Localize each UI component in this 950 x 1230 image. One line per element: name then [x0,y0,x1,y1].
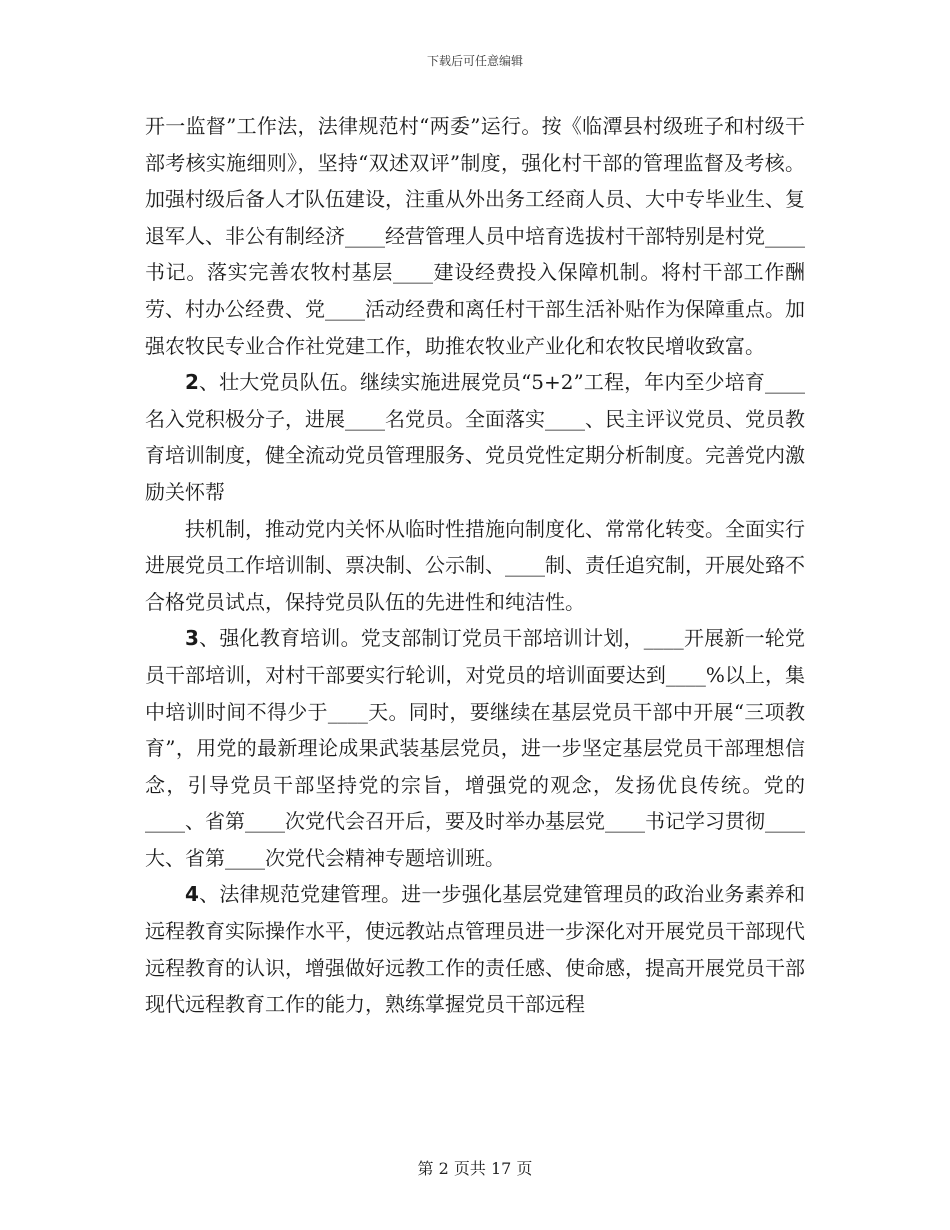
paragraph-text: 、法律规范党建管理。进一步强化基层党建管理员的政治业务素养和远程教育实际操作水平，使远教站点管理员进一步深化对开展党员干部现代远程教育的认识，增强做好远教工作的责任感、使命感，提高开展党员干部现代远程教育工作的能力，熟练掌握党员干部远程 [145,882,805,1017]
paragraph-text: 开一监督”工作法，法律规范村“两委”运行。按《临潭县村级班子和村级干部考核实施细则》，坚持“双述双评”制度，强化村干部的管理监督及考核。加强村级后备人才队伍建设，注重从外出务工经商人员、大中专毕业生、复退军人、非公有制经济____经营管理人员中培育选拔村干部特别是村党____书记。落实完善农牧村基层____建设经费投入保障机制。将村干部工作酬劳、村办公经费、党____活动经费和离任村干部生活补贴作为保障重点。加强农牧民专业合作社党建工作，助推农牧业产业化和农牧民增收致富。 [145,114,805,358]
item-number: 4 [185,882,199,907]
item-number: 3 [185,626,199,651]
page-header: 下载后可任意编辑 [426,54,523,68]
paragraph-text: 、壮大党员队伍。继续实施进展党员“5+2”工程，年内至少培育____名入党积极分子，进展____名党员。全面落实____、民主评议党员、党员教育培训制度，健全流动党员管理服务、党员党性定期分析制度。完善党内激励关怀帮 [145,370,805,504]
document-body [145,108,805,1023]
paragraph-item-2-continued [145,511,805,621]
page-footer: 第 2 页共 17 页 [417,1159,533,1178]
paragraph-text: 扶机制，推动党内关怀从临时性措施向制度化、常常化转变。全面实行进展党员工作培训制、票决制、公示制、____制、责任追究制，开展处臵不合格党员试点，保持党员队伍的先进性和纯洁性。 [145,516,805,614]
paragraph-continuation [145,108,805,364]
item-number: 2 [185,370,199,395]
paragraph-text: 、强化教育培训。党支部制订党员干部培训计划，____开展新一轮党员干部培训，对村干部要实行轮训，对党员的培训面要达到____%以上，集中培训时间不得少于____天。同时，要继续在基层党员干部中开展“三项教育”，用党的最新理论成果武装基层党员，进一步坚定基层党员干部理想信念，引导党员干部坚持党的宗旨，增强党的观念，发扬优良传统。党的____、省第____次党代会召开后，要及时举办基层党____书记学习贯彻____大、省第____次党代会精神专题培训班。 [145,626,805,870]
paragraph-item-3 [145,620,805,876]
paragraph-item-2 [145,364,805,510]
paragraph-item-4 [145,876,805,1022]
